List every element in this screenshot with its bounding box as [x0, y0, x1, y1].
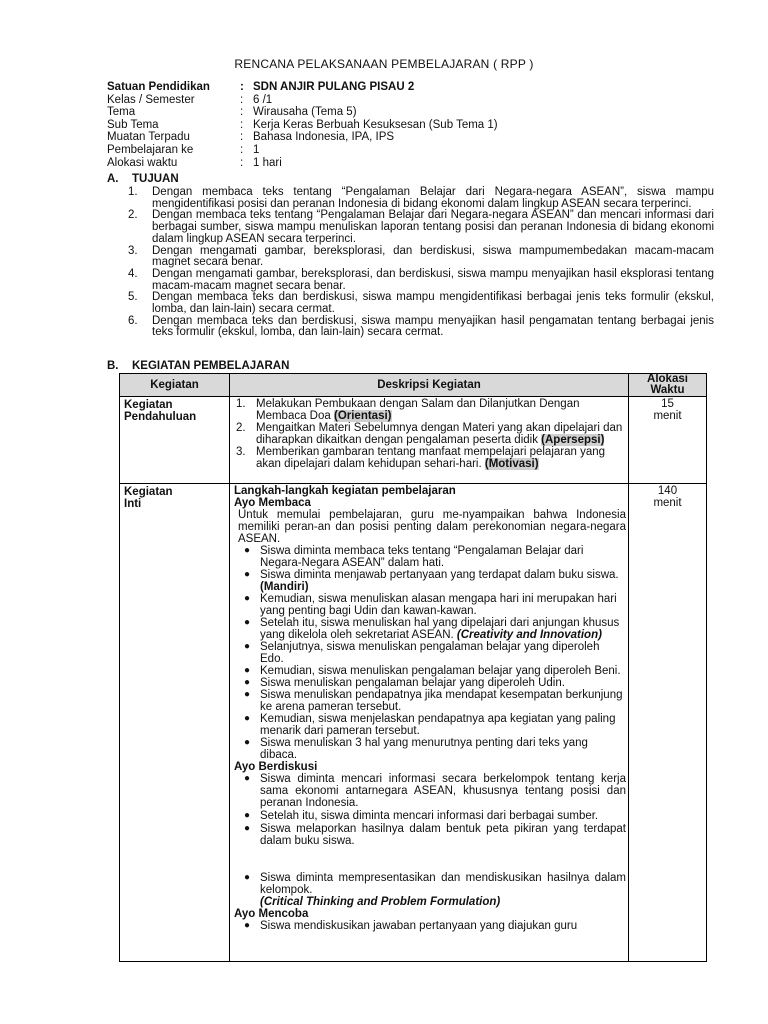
- membaca-text: Kemudian, siswa menuliskan pengalaman belajar yang diperoleh Beni.: [260, 665, 621, 677]
- pendahuluan-number: 3.: [236, 446, 246, 458]
- bullet-icon: ●: [243, 689, 251, 700]
- pendahuluan-item: [234, 422, 626, 446]
- identity-row: [107, 81, 498, 94]
- membaca-text: Setelah itu, siswa menuliskan hal yang dipelajari dari anjungan khusus yang dikelola oleh sekretariat ASEAN.: [260, 617, 620, 641]
- table-header-row: [120, 374, 707, 397]
- bullet-icon: ●: [243, 641, 251, 652]
- critical-thinking-tag: (Critical Thinking and Problem Formulation): [260, 896, 501, 908]
- bullet-icon: ●: [243, 737, 251, 748]
- tujuan-text: Dengan mengamati gambar, bereksplorasi, dan berdiskusi, siswa mampu menyajikan hasil eksplorasi tentang macam-macam magnet secara benar.: [152, 267, 714, 292]
- tujuan-item: [128, 292, 714, 315]
- diskusi-text: Siswa diminta mencari informasi secara berkelompok tentang kerja sama ekonomi antarnegara ASEAN, khususnya tentang posisi dan peranan Indonesia.: [260, 773, 626, 809]
- list-item: [234, 713, 626, 737]
- identity-row: [107, 144, 498, 157]
- membaca-text-wrap: [260, 641, 626, 665]
- membaca-text-wrap: [260, 737, 626, 761]
- pendahuluan-text: Mengaitkan Materi Sebelumnya dengan Materi yang akan dipelajari dan diharapkan dikaitkan dengan pengalaman peserta didik: [256, 422, 623, 446]
- identity-key: Alokasi waktu: [107, 156, 178, 169]
- identity-row: [107, 106, 498, 119]
- identity-key: Tema: [107, 106, 136, 119]
- membaca-text-wrap: [260, 545, 626, 569]
- membaca-text: Selanjutnya, siswa menuliskan pengalaman belajar yang diperoleh Edo.: [260, 641, 600, 665]
- list-item: [234, 872, 626, 896]
- pendahuluan-list: [230, 397, 628, 470]
- tujuan-text: Dengan membaca teks dan berdiskusi, siswa mampu mengidentifikasi berbagai jenis teks formulir (ekskul, lomba, dan lain-lain) secara cermat.: [152, 291, 714, 316]
- list-item: [234, 665, 626, 677]
- bullet-icon: ●: [243, 713, 251, 724]
- tujuan-item: [128, 269, 714, 292]
- diskusi-text: Siswa melaporkan hasilnya dalam bentuk peta pikiran yang terdapat dalam buku siswa.: [260, 823, 626, 847]
- membaca-list: [234, 545, 626, 761]
- list-item: [234, 810, 626, 822]
- membaca-text: Siswa diminta membaca teks tentang “Pengalaman Belajar dari Negara-Negara ASEAN” dalam hati.: [260, 545, 584, 569]
- tujuan-item: [128, 210, 714, 245]
- identity-separator: :: [240, 106, 244, 119]
- identity-separator: :: [240, 131, 244, 144]
- ayo-berdiskusi-heading: Ayo Berdiskusi: [234, 761, 318, 773]
- membaca-text: Siswa diminta menjawab pertanyaan yang terdapat dalam buku siswa.: [260, 569, 619, 581]
- header-alokasi: [629, 374, 707, 397]
- identity-separator: :: [240, 156, 244, 169]
- identity-separator: :: [240, 93, 244, 106]
- list-item: [234, 545, 626, 569]
- alokasi-pendahuluan: 15 menit: [653, 398, 682, 422]
- pendahuluan-number: 1.: [236, 398, 246, 410]
- pendahuluan-item: [234, 446, 626, 470]
- list-item: [234, 569, 626, 593]
- inti-content: [230, 484, 628, 932]
- tujuan-item: [128, 316, 714, 339]
- section-b-letter: B.: [107, 360, 119, 372]
- identity-value: SDN ANJIR PULANG PISAU 2: [253, 81, 415, 93]
- tujuan-item: [128, 246, 714, 269]
- identity-key: Muatan Terpadu: [107, 131, 190, 144]
- header-kegiatan: Kegiatan: [120, 374, 230, 397]
- row-name-pendahuluan: Kegiatan Pendahuluan: [124, 399, 197, 423]
- pendahuluan-text-wrap: [256, 422, 626, 446]
- table-row-inti: [120, 484, 707, 962]
- pendahuluan-tag: (Apersepsi): [541, 434, 605, 446]
- row-name-inti: Kegiatan Inti: [124, 486, 173, 510]
- list-item: [234, 773, 626, 809]
- membaca-text: Siswa menuliskan pengalaman belajar yang diperoleh Udin.: [260, 677, 565, 689]
- list-item: [234, 593, 626, 617]
- pendahuluan-item: [234, 398, 626, 422]
- membaca-text: Siswa menuliskan 3 hal yang menurutnya penting dari teks yang dibaca.: [260, 737, 588, 761]
- section-b-heading: [107, 360, 289, 372]
- identity-row: [107, 94, 498, 107]
- list-item: [234, 737, 626, 761]
- diskusi-list: [234, 773, 626, 847]
- tujuan-number: 2.: [128, 209, 138, 222]
- membaca-text-wrap: [260, 689, 626, 713]
- presentasi-text: Siswa diminta mempresentasikan dan mendiskusikan hasilnya dalam kelompok.: [260, 872, 626, 896]
- identity-value: Kerja Keras Berbuah Kesuksesan (Sub Tema 1): [253, 118, 498, 131]
- bullet-icon: ●: [243, 617, 251, 628]
- tujuan-number: 6.: [128, 314, 138, 327]
- membaca-text-wrap: [260, 665, 626, 677]
- tujuan-text: Dengan membaca teks tentang “Pengalaman Belajar dari Negara-negara ASEAN” dan mencari informasi dari berbagai sumber, siswa mampu menuliskan laporan tentang posisi dan peranan Indonesia di bidang ekonomi dalam lingkup ASEAN secara terperinci.: [152, 209, 714, 245]
- bullet-icon: ●: [243, 810, 251, 821]
- membaca-tag: (Mandiri): [260, 581, 309, 593]
- membaca-text-wrap: [260, 713, 626, 737]
- identity-separator: :: [240, 81, 248, 93]
- membaca-text-wrap: [260, 677, 626, 689]
- identity-row: [107, 157, 498, 170]
- mencoba-text: Siswa mendiskusikan jawaban pertanyaan yang diajukan guru: [260, 920, 578, 932]
- identity-block: [107, 81, 498, 169]
- bullet-icon: ●: [243, 872, 251, 883]
- identity-key: Sub Tema: [107, 118, 159, 131]
- tujuan-text: Dengan membaca teks dan berdiskusi, siswa mampu menyajikan hasil pengamatan tentang berbagai jenis teks formulir (ekskul, lomba, dan lain-lain) secara cermat.: [152, 314, 714, 339]
- inti-intro: Untuk memulai pembelajaran, guru me-nyampaikan bahwa Indonesia memiliki peran-an dan posisi penting dalam perekonomian negara-negara ASEAN.: [238, 509, 626, 545]
- identity-key: Pembelajaran ke: [107, 143, 194, 156]
- list-item: [234, 689, 626, 713]
- tujuan-item: [128, 187, 714, 210]
- table-row-pendahuluan: [120, 397, 707, 484]
- identity-value: 1 hari: [253, 156, 282, 169]
- pendahuluan-text: Melakukan Pembukaan dengan Salam dan Dilanjutkan Dengan Membaca Doa: [256, 398, 580, 422]
- list-item: [234, 641, 626, 665]
- bullet-icon: ●: [243, 569, 251, 580]
- header-alokasi-label: Alokasi Waktu: [647, 373, 688, 396]
- bullet-icon: ●: [243, 823, 251, 834]
- section-a-letter: A.: [107, 173, 119, 185]
- membaca-text-wrap: [260, 617, 626, 641]
- identity-separator: :: [240, 118, 244, 131]
- bullet-icon: ●: [243, 665, 251, 676]
- tujuan-list: [128, 187, 714, 339]
- list-item: [234, 823, 626, 847]
- identity-key: Kelas / Semester: [107, 93, 195, 106]
- membaca-text-wrap: [260, 569, 626, 593]
- membaca-tag: (Creativity and Innovation): [456, 629, 602, 641]
- tujuan-number: 1.: [128, 186, 138, 198]
- bullet-icon: ●: [243, 593, 251, 604]
- membaca-text: Siswa menuliskan pendapatnya jika mendapat kesempatan berkunjung ke arena pameran tersebut.: [260, 689, 623, 713]
- kegiatan-table: [119, 373, 707, 962]
- identity-row: [107, 119, 498, 132]
- identity-value: 6 /1: [253, 93, 273, 106]
- bullet-icon: ●: [243, 773, 251, 784]
- membaca-text: Kemudian, siswa menjelaskan pendapatnya apa kegiatan yang paling menarik dari pameran tersebut.: [260, 713, 616, 737]
- pendahuluan-tag: (Motivasi): [484, 458, 539, 470]
- list-item: [234, 617, 626, 641]
- membaca-text-wrap: [260, 593, 626, 617]
- ayo-mencoba-heading: Ayo Mencoba: [234, 908, 309, 920]
- section-b-label: KEGIATAN PEMBELAJARAN: [132, 360, 290, 372]
- tujuan-number: 3.: [128, 244, 138, 257]
- tujuan-number: 5.: [128, 291, 138, 304]
- pendahuluan-text: Memberikan gambaran tentang manfaat mempelajari pelajaran yang akan dipelajari dalam kehidupan sehari-hari.: [256, 446, 606, 470]
- document-title: RENCANA PELAKSANAAN PEMBELAJARAN ( RPP ): [234, 57, 534, 71]
- inti-heading: Langkah-langkah kegiatan pembelajaran: [234, 485, 456, 497]
- identity-value: Bahasa Indonesia, IPA, IPS: [253, 131, 395, 144]
- tujuan-number: 4.: [128, 267, 138, 280]
- tujuan-text: Dengan mengamati gambar, bereksplorasi, dan berdiskusi, siswa mampumembedakan macam-macam magnet secara benar.: [152, 244, 714, 269]
- tujuan-text: Dengan membaca teks tentang “Pengalaman Belajar dari Negara-negara ASEAN”, siswa mampu mengidentifikasi posisi dan peranan Indonesia di bidang ekonomi dalam lingkup ASEAN secara terperinci.: [152, 186, 714, 210]
- identity-key: Satuan Pendidikan: [107, 81, 210, 93]
- identity-separator: :: [240, 143, 244, 156]
- pendahuluan-text-wrap: [256, 398, 626, 422]
- header-deskripsi: Deskripsi Kegiatan: [230, 374, 629, 397]
- alokasi-inti: 140 menit: [653, 485, 682, 509]
- ayo-membaca-heading: Ayo Membaca: [234, 497, 311, 509]
- pendahuluan-number: 2.: [236, 422, 246, 434]
- identity-value: 1: [253, 143, 260, 156]
- list-item: [234, 677, 626, 689]
- list-item: [234, 920, 626, 932]
- pendahuluan-tag: (Orientasi): [333, 410, 392, 422]
- bullet-icon: ●: [243, 677, 251, 688]
- identity-row: [107, 131, 498, 144]
- diskusi-text: Setelah itu, siswa diminta mencari informasi dari berbagai sumber.: [260, 810, 599, 822]
- bullet-icon: ●: [243, 545, 251, 556]
- identity-value: Wirausaha (Tema 5): [253, 106, 357, 119]
- section-a-heading: [107, 173, 179, 185]
- section-a-label: TUJUAN: [132, 173, 179, 185]
- membaca-text: Kemudian, siswa menuliskan alasan mengapa hari ini merupakan hari yang penting bagi Udin dan kawan-kawan.: [260, 593, 617, 617]
- bullet-icon: ●: [243, 920, 251, 931]
- pendahuluan-text-wrap: [256, 446, 626, 470]
